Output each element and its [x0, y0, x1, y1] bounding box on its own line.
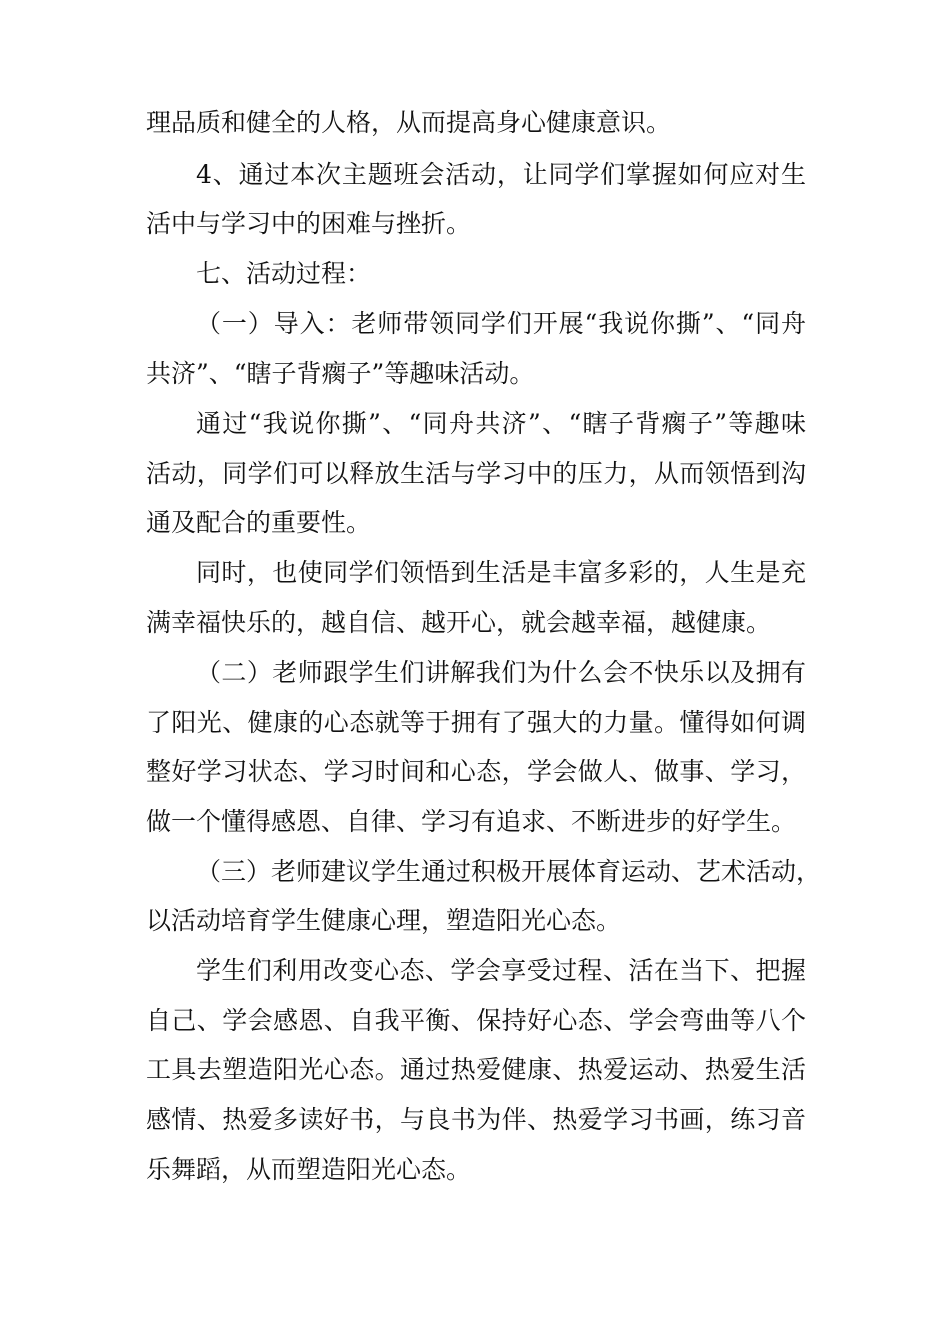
- text-line: 自己、学会感恩、自我平衡、保持好心态、学会弯曲等八个: [146, 1006, 806, 1035]
- text-line: 满幸福快乐的，越自信、越开心，就会越幸福，越健康。: [146, 608, 772, 637]
- text-line: （一）导入：老师带领同学们开展“我说你撕”、“同舟: [196, 309, 806, 338]
- text-line: 工具去塑造阳光心态。通过热爱健康、热爱运动、热爱生活: [146, 1055, 806, 1084]
- text-line: 同时，也使同学们领悟到生活是丰富多彩的，人生是充: [196, 558, 806, 587]
- text-line: 乐舞蹈，从而塑造阳光心态。: [146, 1155, 472, 1184]
- text-line: 活中与学习中的困难与挫折。: [146, 209, 472, 238]
- text-line: 整好学习状态、学习时间和心态，学会做人、做事、学习，: [146, 757, 806, 786]
- text-line: 4、通过本次主题班会活动，让同学们掌握如何应对生: [196, 160, 806, 189]
- text-line: 通及配合的重要性。: [146, 508, 372, 537]
- text-line: 学生们利用改变心态、学会享受过程、活在当下、把握: [196, 956, 806, 985]
- text-line: 做一个懂得感恩、自律、学习有追求、不断进步的好学生。: [146, 807, 797, 836]
- text-line: 理品质和健全的人格，从而提高身心健康意识。: [146, 108, 672, 137]
- text-line: 了阳光、健康的心态就等于拥有了强大的力量。懂得如何调: [146, 708, 806, 737]
- text-line: （三）老师建议学生通过积极开展体育运动、艺术活动，: [196, 857, 822, 886]
- text-line: （二）老师跟学生们讲解我们为什么会不快乐以及拥有: [196, 658, 806, 687]
- text-line: 感情、热爱多读好书，与良书为伴、热爱学习书画，练习音: [146, 1105, 806, 1134]
- section-heading: 七、活动过程：: [196, 259, 372, 288]
- text-line: 活动，同学们可以释放生活与学习中的压力，从而领悟到沟: [146, 459, 806, 488]
- text-line: 通过“我说你撕”、“同舟共济”、“瞎子背瘸子”等趣味: [196, 409, 806, 438]
- text-line: 共济”、“瞎子背瘸子”等趣味活动。: [146, 359, 535, 388]
- text-line: 以活动培育学生健康心理，塑造阳光心态。: [146, 906, 622, 935]
